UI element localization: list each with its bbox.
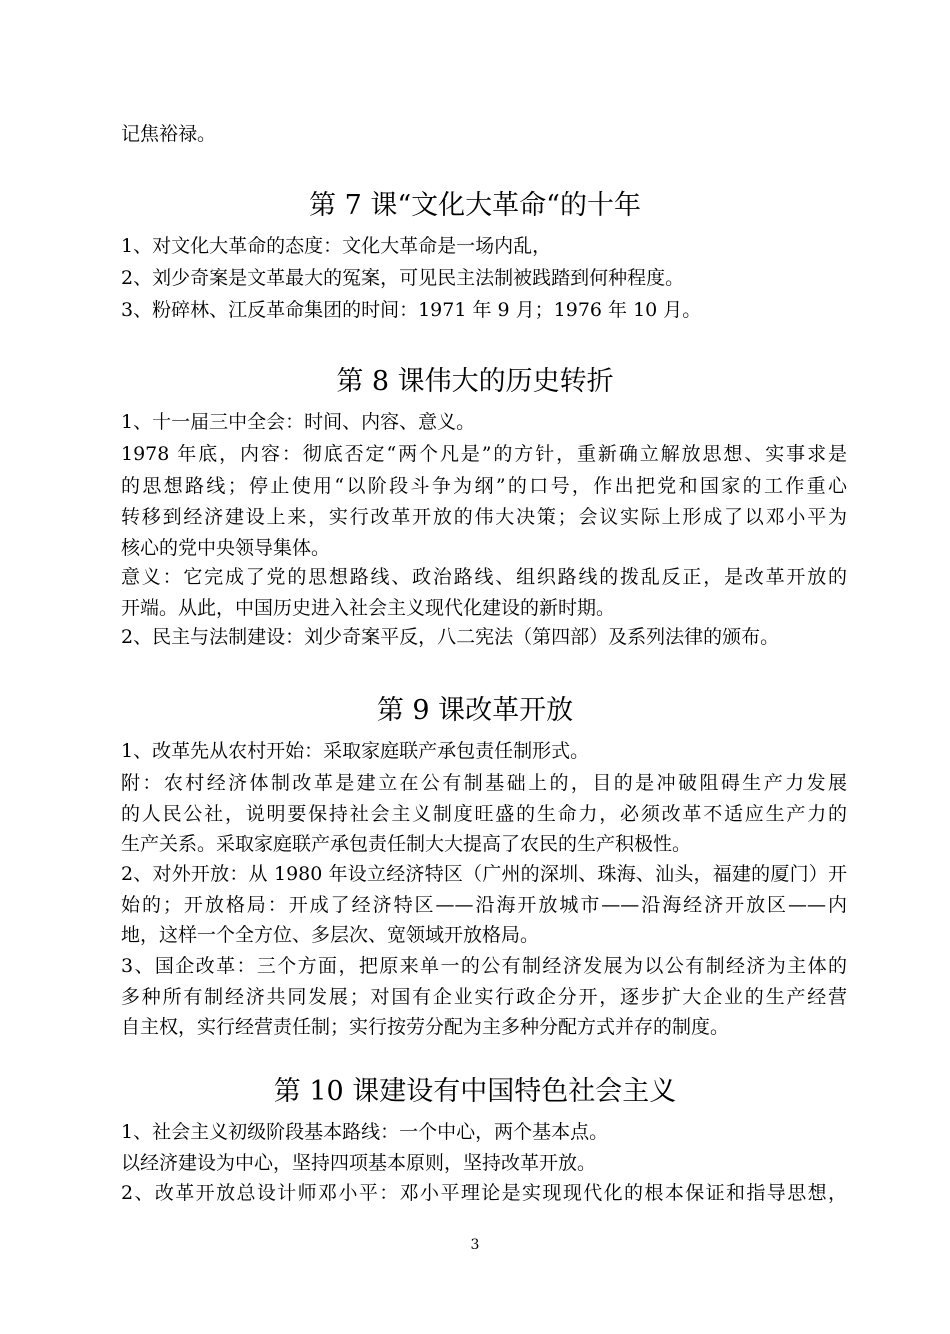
paragraph-line: 多种所有制经济共同发展；对国有企业实行政企分开，逐步扩大企业的生产经营	[121, 986, 847, 1008]
paragraph-line: 地，这样一个全方位、多层次、宽领域开放格局。	[121, 924, 540, 946]
paragraph-line: 自主权，实行经营责任制；实行按劳分配为主多种分配方式并存的制度。	[121, 1016, 730, 1038]
paragraph-line: 的人民公社，说明要保持社会主义制度旺盛的生命力，必须改革不适应生产力的	[121, 803, 847, 825]
paragraph-line: 开端。从此，中国历史进入社会主义现代化建设的新时期。	[121, 597, 616, 619]
lesson-9-title: 第 9 课改革开放	[376, 695, 574, 726]
paragraph-line: 1、十一届三中全会：时间、内容、意义。	[121, 411, 476, 433]
paragraph-line: 2、民主与法制建设：刘少奇案平反，八二宪法（第四部）及系列法律的颁布。	[121, 626, 780, 648]
paragraph-line: 1、对文化大革命的态度：文化大革命是一场内乱，	[121, 235, 552, 257]
lesson-8-title: 第 8 课伟大的历史转折	[336, 366, 614, 397]
paragraph-line: 1978 年底，内容：彻底否定“两个凡是”的方针，重新确立解放思想、实事求是	[121, 443, 847, 465]
paragraph-line: 1、改革先从农村开始：采取家庭联产承包责任制形式。	[121, 740, 590, 762]
lesson-7-title: 第 7 课“文化大革命“的十年	[309, 190, 641, 221]
paragraph-line: 意义：它完成了党的思想路线、政治路线、组织路线的拨乱反正，是改革开放的	[121, 566, 847, 588]
paragraph-line: 转移到经济建设上来，实行改革开放的伟大决策；会议实际上形成了以邓小平为	[121, 506, 847, 528]
lesson-10-title: 第 10 课建设有中国特色社会主义	[273, 1076, 677, 1107]
paragraph-line: 3、国企改革：三个方面，把原来单一的公有制经济发展为以公有制经济为主体的	[121, 955, 847, 977]
paragraph-line: 生产关系。采取家庭联产承包责任制大大提高了农民的生产积极性。	[121, 833, 692, 855]
paragraph-line: 附：农村经济体制改革是建立在公有制基础上的，目的是冲破阻碍生产力发展	[121, 772, 847, 794]
paragraph-line: 核心的党中央领导集体。	[121, 537, 331, 559]
paragraph-line: 3、粉碎林、江反革命集团的时间：1971 年 9 月；1976 年 10 月。	[121, 299, 702, 321]
paragraph-line: 以经济建设为中心，坚持四项基本原则，坚持改革开放。	[121, 1152, 597, 1174]
page-number: 3	[470, 1237, 480, 1253]
paragraph-line: 的思想路线；停止使用“以阶段斗争为纲”的口号，作出把党和国家的工作重心	[121, 475, 847, 497]
paragraph-line: 2、改革开放总设计师邓小平：邓小平理论是实现现代化的根本保证和指导思想，	[121, 1182, 847, 1204]
paragraph-line: 记焦裕禄。	[121, 123, 217, 145]
paragraph-line: 2、刘少奇案是文革最大的冤案，可见民主法制被践踏到何种程度。	[121, 267, 685, 289]
paragraph-line: 2、对外开放：从 1980 年设立经济特区（广州的深圳、珠海、汕头，福建的厦门）开	[121, 863, 847, 885]
paragraph-line: 1、社会主义初级阶段基本路线：一个中心，两个基本点。	[121, 1121, 609, 1143]
paragraph-line: 始的；开放格局：开成了经济特区——沿海开放城市——沿海经济开放区——内	[121, 894, 847, 916]
